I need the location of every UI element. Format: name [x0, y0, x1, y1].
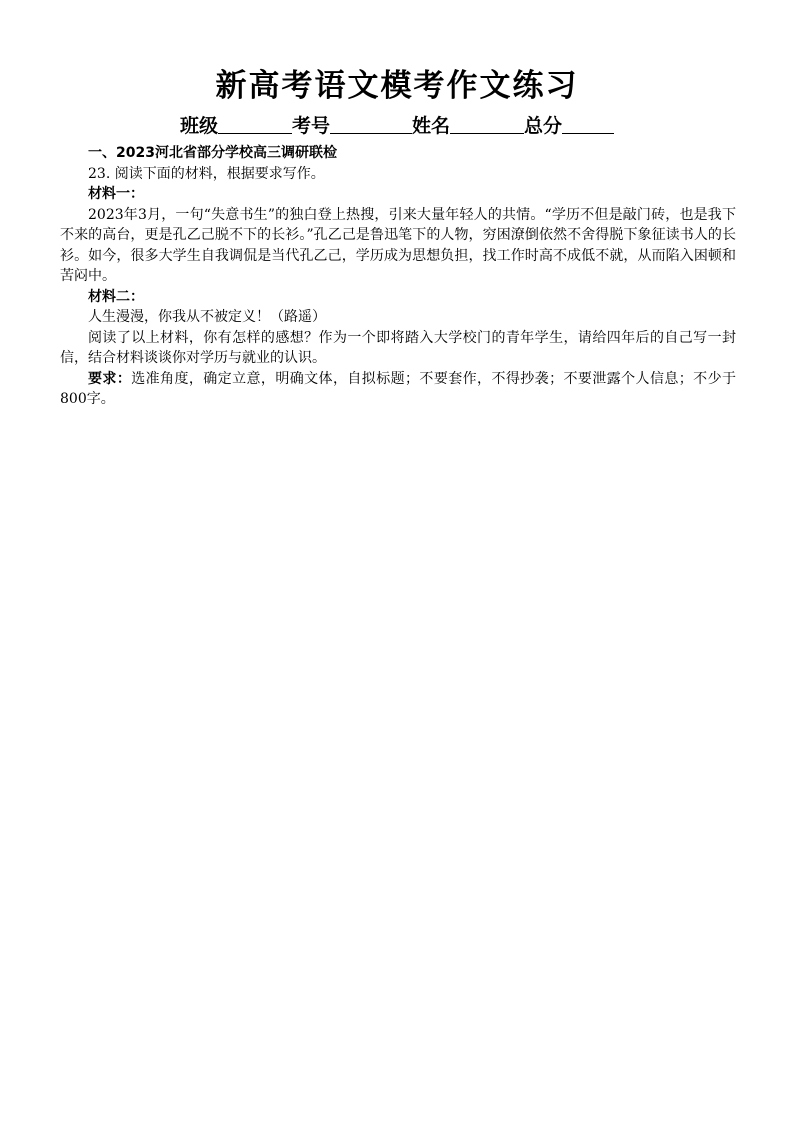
class-label: 班级 — [179, 115, 218, 137]
page-title: 新高考语文模考作文练习 — [215, 68, 579, 104]
number-label: 考号 — [291, 115, 330, 137]
name-blank — [450, 115, 524, 134]
material2-text: 人生漫漫，你我从不被定义！（路遥） — [88, 309, 326, 325]
material1-label: 材料一： — [88, 186, 144, 202]
essay-content — [60, 143, 736, 410]
question-line: 23. 阅读下面的材料，根据要求写作。 — [88, 165, 325, 182]
requirement-paragraph — [60, 369, 736, 410]
student-info-line — [0, 111, 794, 138]
section-heading: 一、2023河北省部分学校高三调研联检 — [88, 145, 337, 161]
prompt-text: 阅读了以上材料，你有怎样的感想？作为一个即将踏入大学校门的青年学生，请给四年后的自己写一封信，结合材料谈谈你对学历与就业的认识。 — [60, 329, 736, 366]
name-label: 姓名 — [412, 115, 451, 137]
requirement-label: 要求： — [88, 370, 132, 387]
material1-text: 2023年3月，一句“失意书生”的独白登上热搜，引来大量年轻人的共情。“学历不但是敲门砖，也是我下不来的高台，更是孔乙己脱不下的长衫。”孔乙己是鲁迅笔下的人物，穷困潦倒依然不舍得脱下象征读书人的长衫。如今，很多大学生自我调侃是当代孔乙己，学历成为思想负担，找工作时高不成低不就，从而陷入困顿和苦闷中。 — [60, 206, 736, 284]
score-blank — [562, 115, 614, 134]
material2-label: 材料二： — [88, 288, 144, 305]
score-label: 总分 — [524, 115, 563, 137]
number-blank — [330, 115, 412, 134]
class-blank — [218, 115, 292, 134]
requirement-text: 选准角度，确定立意，明确文体，自拟标题；不要套作，不得抄袭；不要泄露个人信息；不少于800字。 — [60, 370, 737, 407]
